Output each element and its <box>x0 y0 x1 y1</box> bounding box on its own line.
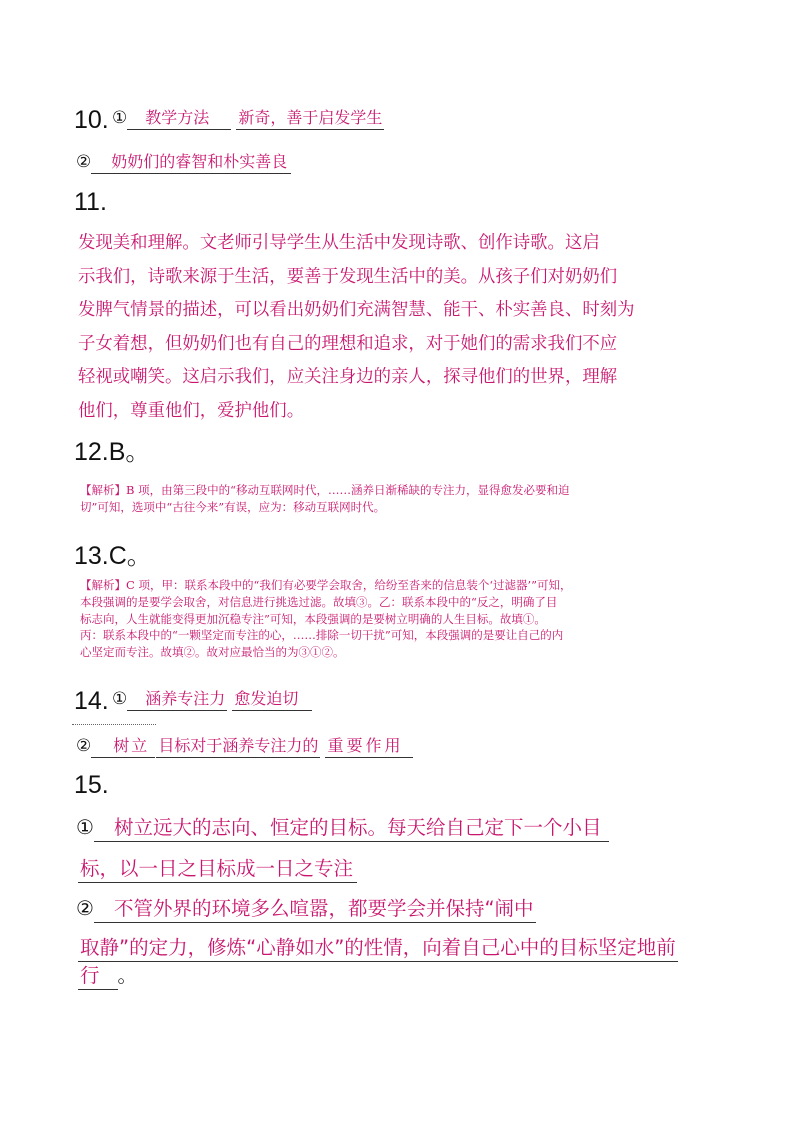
q15-item-2-line-1 <box>76 893 536 923</box>
q10-marker-2: ② <box>76 152 92 172</box>
q11-line: 发现美和理解。文老师引导学生从生活中发现诗歌、创作诗歌。这启 <box>78 233 600 253</box>
q15-answer-1-line-2: 标，以一日之目标成一日之专注 <box>78 853 357 883</box>
q15-answer-1-line-1: 树立远大的志向、恒定的目标。每天给自己定下一个小目 <box>94 812 610 842</box>
q11-line: 他们，尊重他们，爱护他们。 <box>78 400 305 421</box>
q15-item-2-line-3 <box>78 960 137 990</box>
q10-item-1 <box>112 105 384 130</box>
q15-marker-2: ② <box>76 896 94 920</box>
q14-answer-2c: 重要作用 <box>325 733 413 758</box>
q15-answer-2-line-1: 不管外界的环境多么喧嚣，都要学会并保持“闹中 <box>94 893 536 923</box>
q15-answer-2-line-2: 取静”的定力，修炼“心静如水”的性情，向着自己心中的目标坚定地前 <box>78 932 678 962</box>
q13-explanation-line: 标志向，人生就能变得更加沉稳专注”可知，本段强调的是要树立明确的人生目标。故填①。 <box>80 611 546 626</box>
q10-answer-1a: 教学方法 <box>127 105 231 130</box>
q13-explanation-line: 【解析】C 项，甲：联系本段中的“我们有必要学会取舍，给纷至沓来的信息装个‘过滤器’”可知， <box>80 578 572 592</box>
q11-answer-paragraph <box>78 227 728 429</box>
q12-explanation-line: 切”可知，选项中“古往今来”有误，应为：移动互联网时代。 <box>80 499 386 514</box>
q10-item-2 <box>76 149 291 174</box>
question-13-answer: 13.C。 <box>74 542 152 570</box>
q13-explanation-line: 丙：联系本段中的“一颗坚定而专注的心，……排除一切干扰”可知，本段强调的是要让自己的内 <box>80 628 564 643</box>
q15-marker-1: ① <box>76 815 94 839</box>
q10-marker-1: ① <box>112 108 128 128</box>
q15-item-1-line-1 <box>76 812 609 842</box>
question-15-number: 15. <box>74 771 109 799</box>
question-11-number: 11. <box>74 188 107 216</box>
q14-item-1 <box>112 686 312 711</box>
question-12-answer: 12.B。 <box>74 438 151 466</box>
q14-answer-1b: 愈发迫切 <box>232 686 312 711</box>
q14-answer-2a: 树立 <box>91 733 155 758</box>
q13-explanation-line: 心坚定而专注。故填②。故对应最恰当的为③①②。 <box>80 645 345 660</box>
q12-explanation <box>80 482 730 516</box>
q14-marker-1: ① <box>112 689 128 709</box>
q14-item-2 <box>76 733 413 758</box>
q14-answer-2b: 目标对于涵养专注力的 <box>156 733 320 758</box>
q15-end-period: 。 <box>117 964 138 987</box>
question-10-number: 10. <box>74 106 109 134</box>
q14-answer-1a: 涵养专注力 <box>127 686 227 711</box>
q10-answer-1b: 新奇，善于启发学生 <box>236 105 384 130</box>
q11-line: 轻视或嘲笑。这启示我们，应关注身边的亲人，探寻他们的世界，理解 <box>78 367 618 388</box>
question-14-number: 14. <box>74 687 109 715</box>
q13-explanation-line: 本段强调的是要学会取舍，对信息进行挑选过滤。故填③。乙：联系本段中的“反之，明确了目 <box>80 594 558 609</box>
q10-answer-2: 奶奶们的睿智和朴实善良 <box>91 149 291 174</box>
q11-line: 示我们，诗歌来源于生活，要善于发现生活中的美。从孩子们对奶奶们 <box>78 266 618 287</box>
q13-explanation <box>80 577 730 661</box>
q11-line: 发脾气情景的描述，可以看出奶奶们充满智慧、能干、朴实善良、时刻为 <box>78 300 635 321</box>
q14-marker-2: ② <box>76 736 92 756</box>
q11-line: 子女着想，但奶奶们也有自己的理想和追求，对于她们的需求我们不应 <box>78 333 618 354</box>
q15-answer-2-line-3: 行 <box>78 960 118 990</box>
q15-item-1-line-2 <box>78 853 357 883</box>
dotted-divider <box>72 724 156 725</box>
q12-explanation-line: 【解析】B 项，由第三段中的“移动互联网时代，……涵养日渐稀缺的专注力，显得愈发必要和迫 <box>80 483 570 497</box>
q15-item-2-line-2 <box>78 932 678 962</box>
